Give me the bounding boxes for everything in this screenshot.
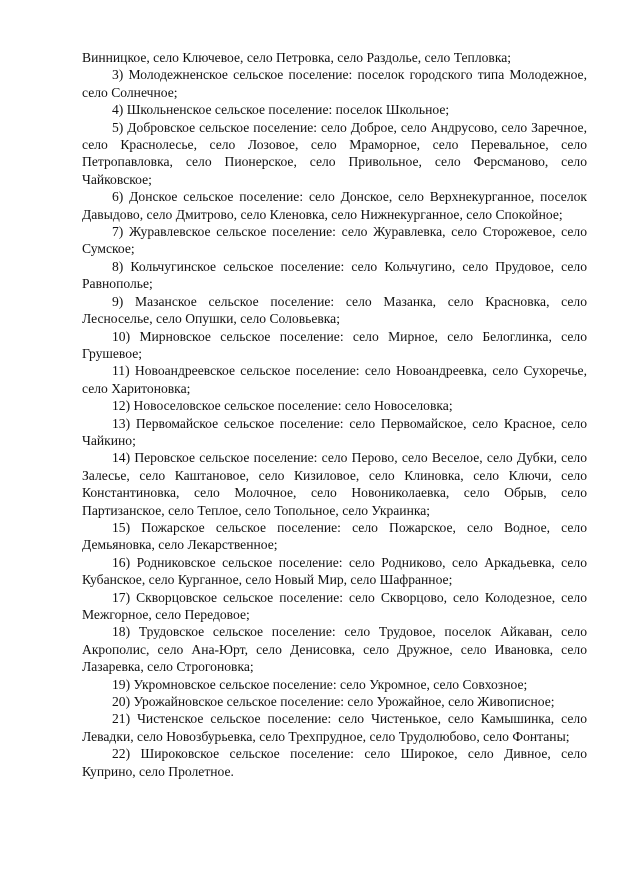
paragraph-item-15: 15) Пожарское сельское поселение: село Пожарское, село Водное, село Демьяновка, село Лекарственное; — [82, 519, 587, 553]
paragraph-item-16: 16) Родниковское сельское поселение: село Родниково, село Аркадьевка, село Кубанское, село Курганное, село Новый Мир, село Шафранное; — [82, 554, 587, 588]
paragraph-item-17: 17) Скворцовское сельское поселение: село Скворцово, село Колодезное, село Межгорное, село Передовое; — [82, 589, 587, 622]
paragraph-item-4: 4) Школьненское сельское поселение: поселок Школьное; — [112, 102, 450, 118]
paragraph-item-5: 5) Добровское сельское поселение: село Доброе, село Андрусово, село Заречное, село Краснолесье, село Лозовое, село Мраморное, село Перевальное, село Петропавловка, село Пионерское, село Привольное, село Ферсманово, село Чайковское; — [82, 119, 587, 187]
paragraph-item-9: 9) Мазанское сельское поселение: село Мазанка, село Красновка, село Лесноселье, село Опушки, село Соловьевка; — [82, 293, 587, 327]
paragraph-item-14: 14) Перовское сельское поселение: село Перово, село Веселое, село Дубки, село Залесье, село Каштановое, село Кизиловое, село Клиновка, село Ключи, село Константиновка, село Молочное, село Новониколаевка, село Обрыв, село Партизанское, село Теплое, село Топольное, село Украинка; — [82, 450, 587, 518]
paragraph-item-8: 8) Кольчугинское сельское поселение: село Кольчугино, село Прудовое, село Равнополье; — [82, 258, 587, 292]
paragraph-item-11: 11) Новоандреевское сельское поселение: село Новоандреевка, село Сухоречье, село Харитоновка; — [82, 363, 587, 396]
paragraph-item-7: 7) Журавлевское сельское поселение: село Журавлевка, село Сторожевое, село Сумское; — [82, 224, 587, 257]
paragraph-item-13: 13) Первомайское сельское поселение: село Первомайское, село Красное, село Чайкино; — [82, 415, 587, 448]
document-page — [82, 49, 587, 780]
paragraph-item-20: 20) Урожайновское сельское поселение: село Урожайное, село Живописное; — [112, 694, 555, 710]
paragraph-continuation: Винницкое, село Ключевое, село Петровка, село Раздолье, село Тепловка; — [82, 50, 512, 65]
paragraph-item-6: 6) Донское сельское поселение: село Донское, село Верхнекурганное, поселок Давыдово, село Дмитрово, село Кленовка, село Нижнекурганное, село Спокойное; — [82, 189, 587, 222]
paragraph-item-3: 3) Молодежненское сельское поселение: поселок городского типа Молодежное, село Солнечное; — [82, 67, 587, 100]
paragraph-item-21: 21) Чистенское сельское поселение: село Чистенькое, село Камышинка, село Левадки, село Новозбурьевка, село Трехпрудное, село Трудолюбово, село Фонтаны; — [82, 711, 587, 744]
paragraph-item-19: 19) Укромновское сельское поселение: село Укромное, село Совхозное; — [112, 676, 528, 692]
paragraph-item-18: 18) Трудовское сельское поселение: село Трудовое, поселок Айкаван, село Акрополис, село Ана-Юрт, село Денисовка, село Дружное, село Ивановка, село Лазаревка, село Строгоновка; — [82, 624, 587, 675]
paragraph-item-12: 12) Новоселовское сельское поселение: село Новоселовка; — [112, 398, 453, 414]
paragraph-item-10: 10) Мирновское сельское поселение: село Мирное, село Белоглинка, село Грушевое; — [82, 328, 587, 361]
paragraph-item-22: 22) Широковское сельское поселение: село Широкое, село Дивное, село Куприно, село Пролетное. — [82, 746, 587, 779]
